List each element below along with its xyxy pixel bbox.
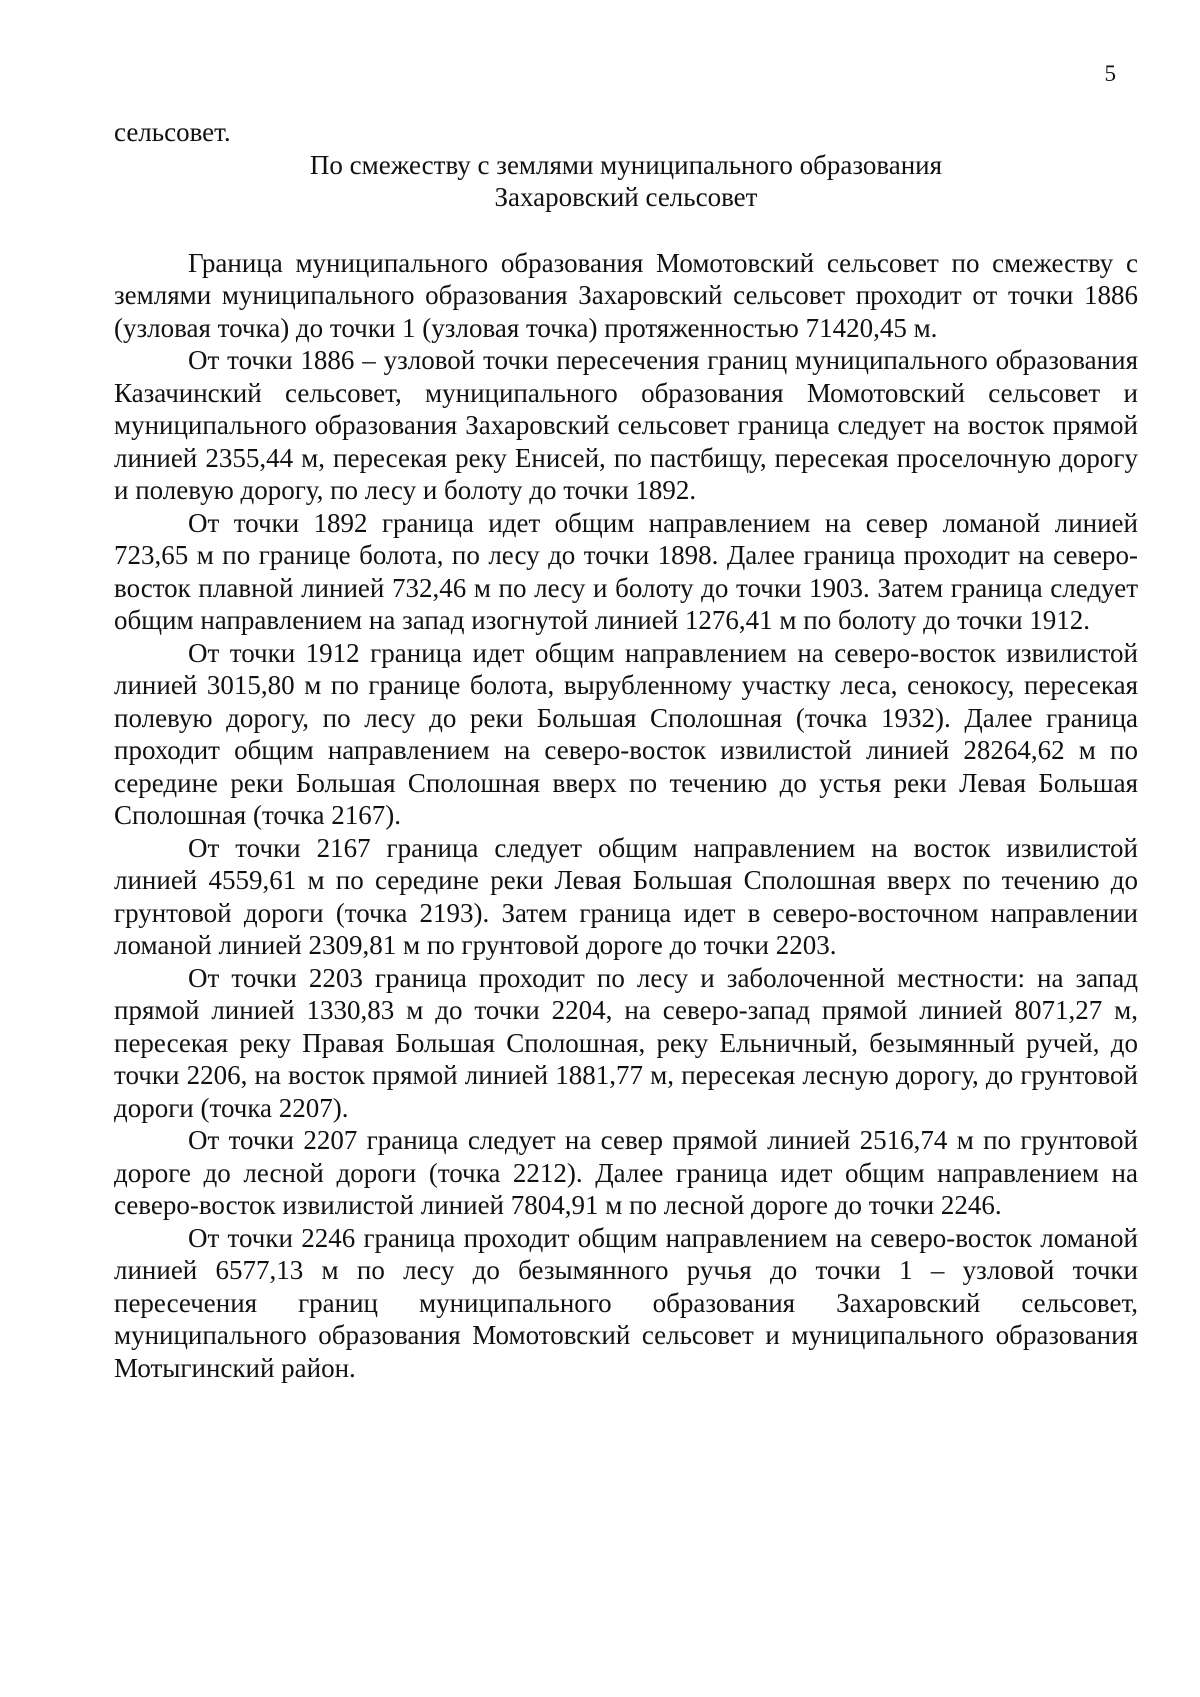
section-heading-line-2: Захаровский сельсовет <box>494 182 758 212</box>
paragraph-point-2167: От точки 2167 граница следует общим направлением на восток извилистой линией 4559,61 м по середине реки Левая Большая Сполошная вверх по течению до грунтовой дороги (точка 2193). Затем граница идет в северо-восточном направлении ломаной линией 2309,81 м по грунтовой дороге до точки 2203. <box>114 832 1138 960</box>
section-heading <box>114 149 1138 214</box>
section-heading-line-1: По смежеству с землями муниципального образования <box>309 149 943 180</box>
document-body <box>114 116 1138 1384</box>
continued-text-line: сельсовет. <box>114 117 231 147</box>
paragraph-point-1912: От точки 1912 граница идет общим направлением на северо-восток извилистой линией 3015,80 м по границе болота, вырубленному участку леса, сенокосу, пересекая полевую дорогу, по лесу до реки Большая Сполошная (точка 1932). Далее граница проходит общим направлением на северо-восток извилистой линией 28264,62 м по середине реки Большая Сполошная вверх по течению до устья реки Левая Большая Сполошная (точка 2167). <box>114 637 1138 830</box>
page-number: 5 <box>1104 61 1116 86</box>
paragraph-point-2203: От точки 2203 граница проходит по лесу и заболоченной местности: на запад прямой линией 1330,83 м до точки 2204, на северо-запад прямой линией 8071,27 м, пересекая реку Правая Большая Сполошная, реку Ельничный, безымянный ручей, до точки 2206, на восток прямой линией 1881,77 м, пересекая лесную дорогу, до грунтовой дороги (точка 2207). <box>114 962 1138 1123</box>
paragraph-point-1892: От точки 1892 граница идет общим направлением на север ломаной линией 723,65 м по границе болота, по лесу до точки 1898. Далее граница проходит на северо-восток плавной линией 732,46 м по лесу и болоту до точки 1903. Затем граница следует общим направлением на запад изогнутой линией 1276,41 м по болоту до точки 1912. <box>114 507 1138 635</box>
paragraph-point-2207: От точки 2207 граница следует на север прямой линией 2516,74 м по грунтовой дороге до лесной дороги (точка 2212). Далее граница идет общим направлением на северо-восток извилистой линией 7804,91 м по лесной дороге до точки 2246. <box>114 1125 1138 1220</box>
paragraph-point-1886: От точки 1886 – узловой точки пересечения границ муниципального образования Казачинский сельсовет, муниципального образования Момотовский сельсовет и муниципального образования Захаровский сельсовет граница следует на восток прямой линией 2355,44 м, пересекая реку Енисей, по пастбищу, пересекая проселочную дорогу и полевую дорогу, по лесу и болоту до точки 1892. <box>114 345 1138 505</box>
paragraph-point-2246: От точки 2246 граница проходит общим направлением на северо-восток ломаной линией 6577,13 м по лесу до безымянного ручья до точки 1 – узловой точки пересечения границ муниципального образования Захаровский сельсовет, муниципального образования Момотовский сельсовет и муниципального образования Мотыгинский район. <box>114 1222 1138 1383</box>
paragraph-boundary-summary: Граница муниципального образования Момотовский сельсовет по смежеству с землями муниципального образования Захаровский сельсовет проходит от точки 1886 (узловая точка) до точки 1 (узловая точка) протяженностью 71420,45 м. <box>114 247 1138 343</box>
